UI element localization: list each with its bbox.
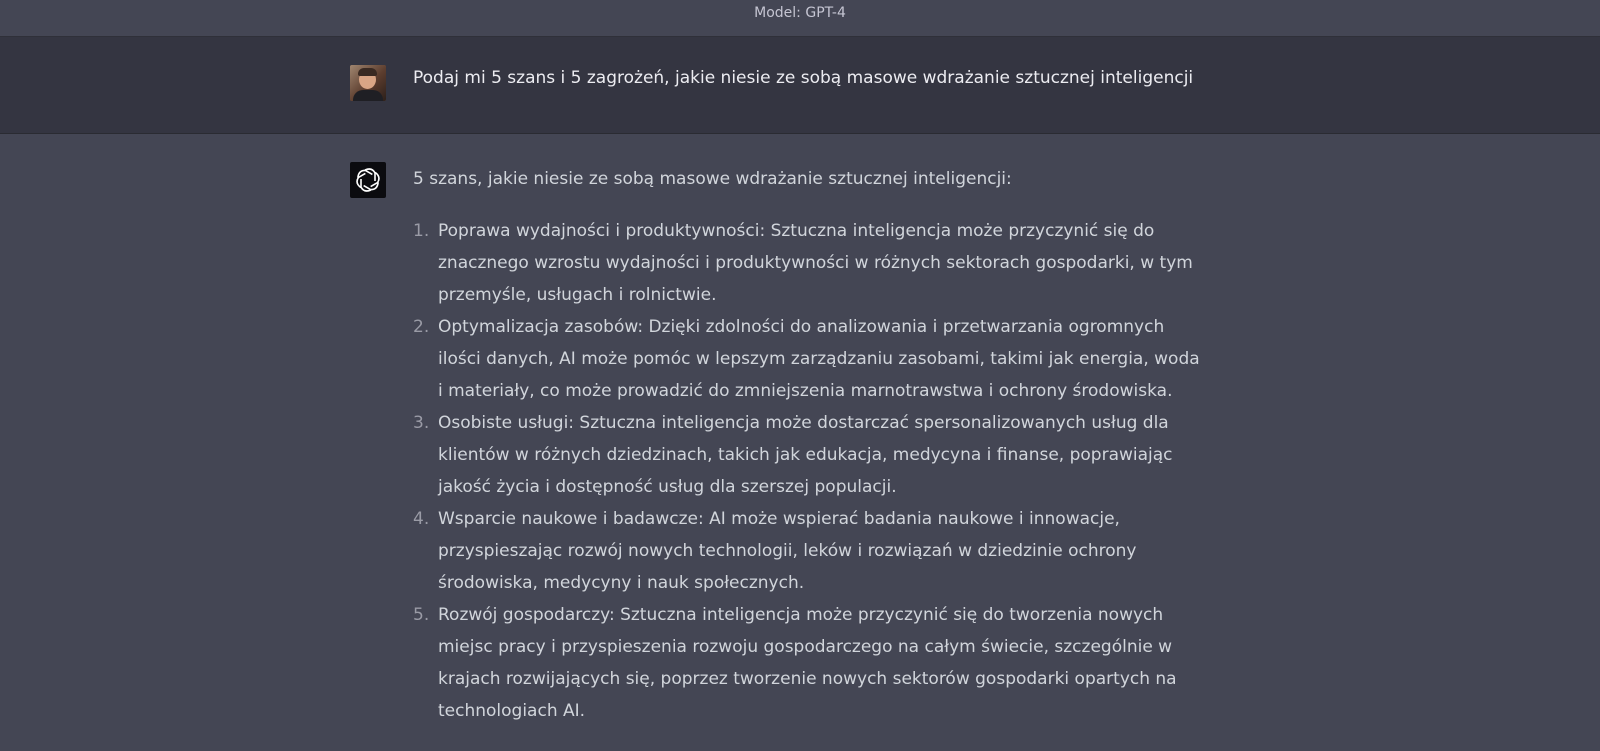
user-avatar [350,65,386,101]
list-item-line: miejsc pracy i przyspieszenia rozwoju gospodarczego na całym świecie, szczególnie w [438,637,1173,657]
list-item-line: Wsparcie naukowe i badawcze: AI może wspierać badania naukowe i innowacje, [438,509,1120,529]
list-item-line: krajach rozwijających się, poprzez tworzenie nowych sektorów gospodarki opartych na [438,669,1177,689]
list-number: 2. [413,317,430,337]
list-number: 4. [413,509,430,529]
model-label-text: Model: GPT-4 [754,5,846,21]
list-item-line: Rozwój gospodarczy: Sztuczna inteligencja może przyczynić się do tworzenia nowych [438,605,1164,625]
openai-logo-icon [350,162,386,198]
list-item-line: Osobiste usługi: Sztuczna inteligencja może dostarczać spersonalizowanych usług dla [438,413,1169,433]
list-item [413,599,1177,727]
assistant-intro: 5 szans, jakie niesie ze sobą masowe wdrażanie sztucznej inteligencji: [413,169,1012,189]
user-message-row [0,37,1600,134]
list-item-line: ilości danych, AI może pomóc w lepszym zarządzaniu zasobami, takimi jak energia, woda [438,349,1200,369]
list-item [413,215,1193,311]
list-item-line: znacznego wzrostu wydajności i produktywności w różnych sektorach gospodarki, w tym [438,253,1193,273]
list-item-line: przemyśle, usługach i rolnictwie. [438,285,717,305]
list-item-line: środowiska, medycyny i nauk społecznych. [438,573,805,593]
list-item [413,311,1200,407]
opportunities-list [413,215,1200,727]
list-item-line: i materiały, co może prowadzić do zmniejszenia marnotrawstwa i ochrony środowiska. [438,381,1173,401]
model-label [0,0,1600,37]
list-number: 3. [413,413,430,433]
list-item-line: Optymalizacja zasobów: Dzięki zdolności do analizowania i przetwarzania ogromnych [438,317,1165,337]
list-number: 5. [413,605,430,625]
list-item-line: Poprawa wydajności i produktywności: Sztuczna inteligencja może przyczynić się do [438,221,1155,241]
list-item-line: jakość życia i dostępność usług dla szerszej populacji. [438,477,897,497]
list-item [413,407,1173,503]
list-item-line: technologiach AI. [438,701,586,721]
assistant-message [413,163,1200,727]
list-item-line: klientów w różnych dziedzinach, takich jak edukacja, medycyna i finanse, poprawiając [438,445,1173,465]
user-message-text: Podaj mi 5 szans i 5 zagrożeń, jakie niesie ze sobą masowe wdrażanie sztucznej inteligencji [413,68,1194,88]
list-number: 1. [413,221,430,241]
list-item [413,503,1173,599]
list-item-line: przyspieszając rozwój nowych technologii, leków i rozwiązań w dziedzinie ochrony [438,541,1137,561]
